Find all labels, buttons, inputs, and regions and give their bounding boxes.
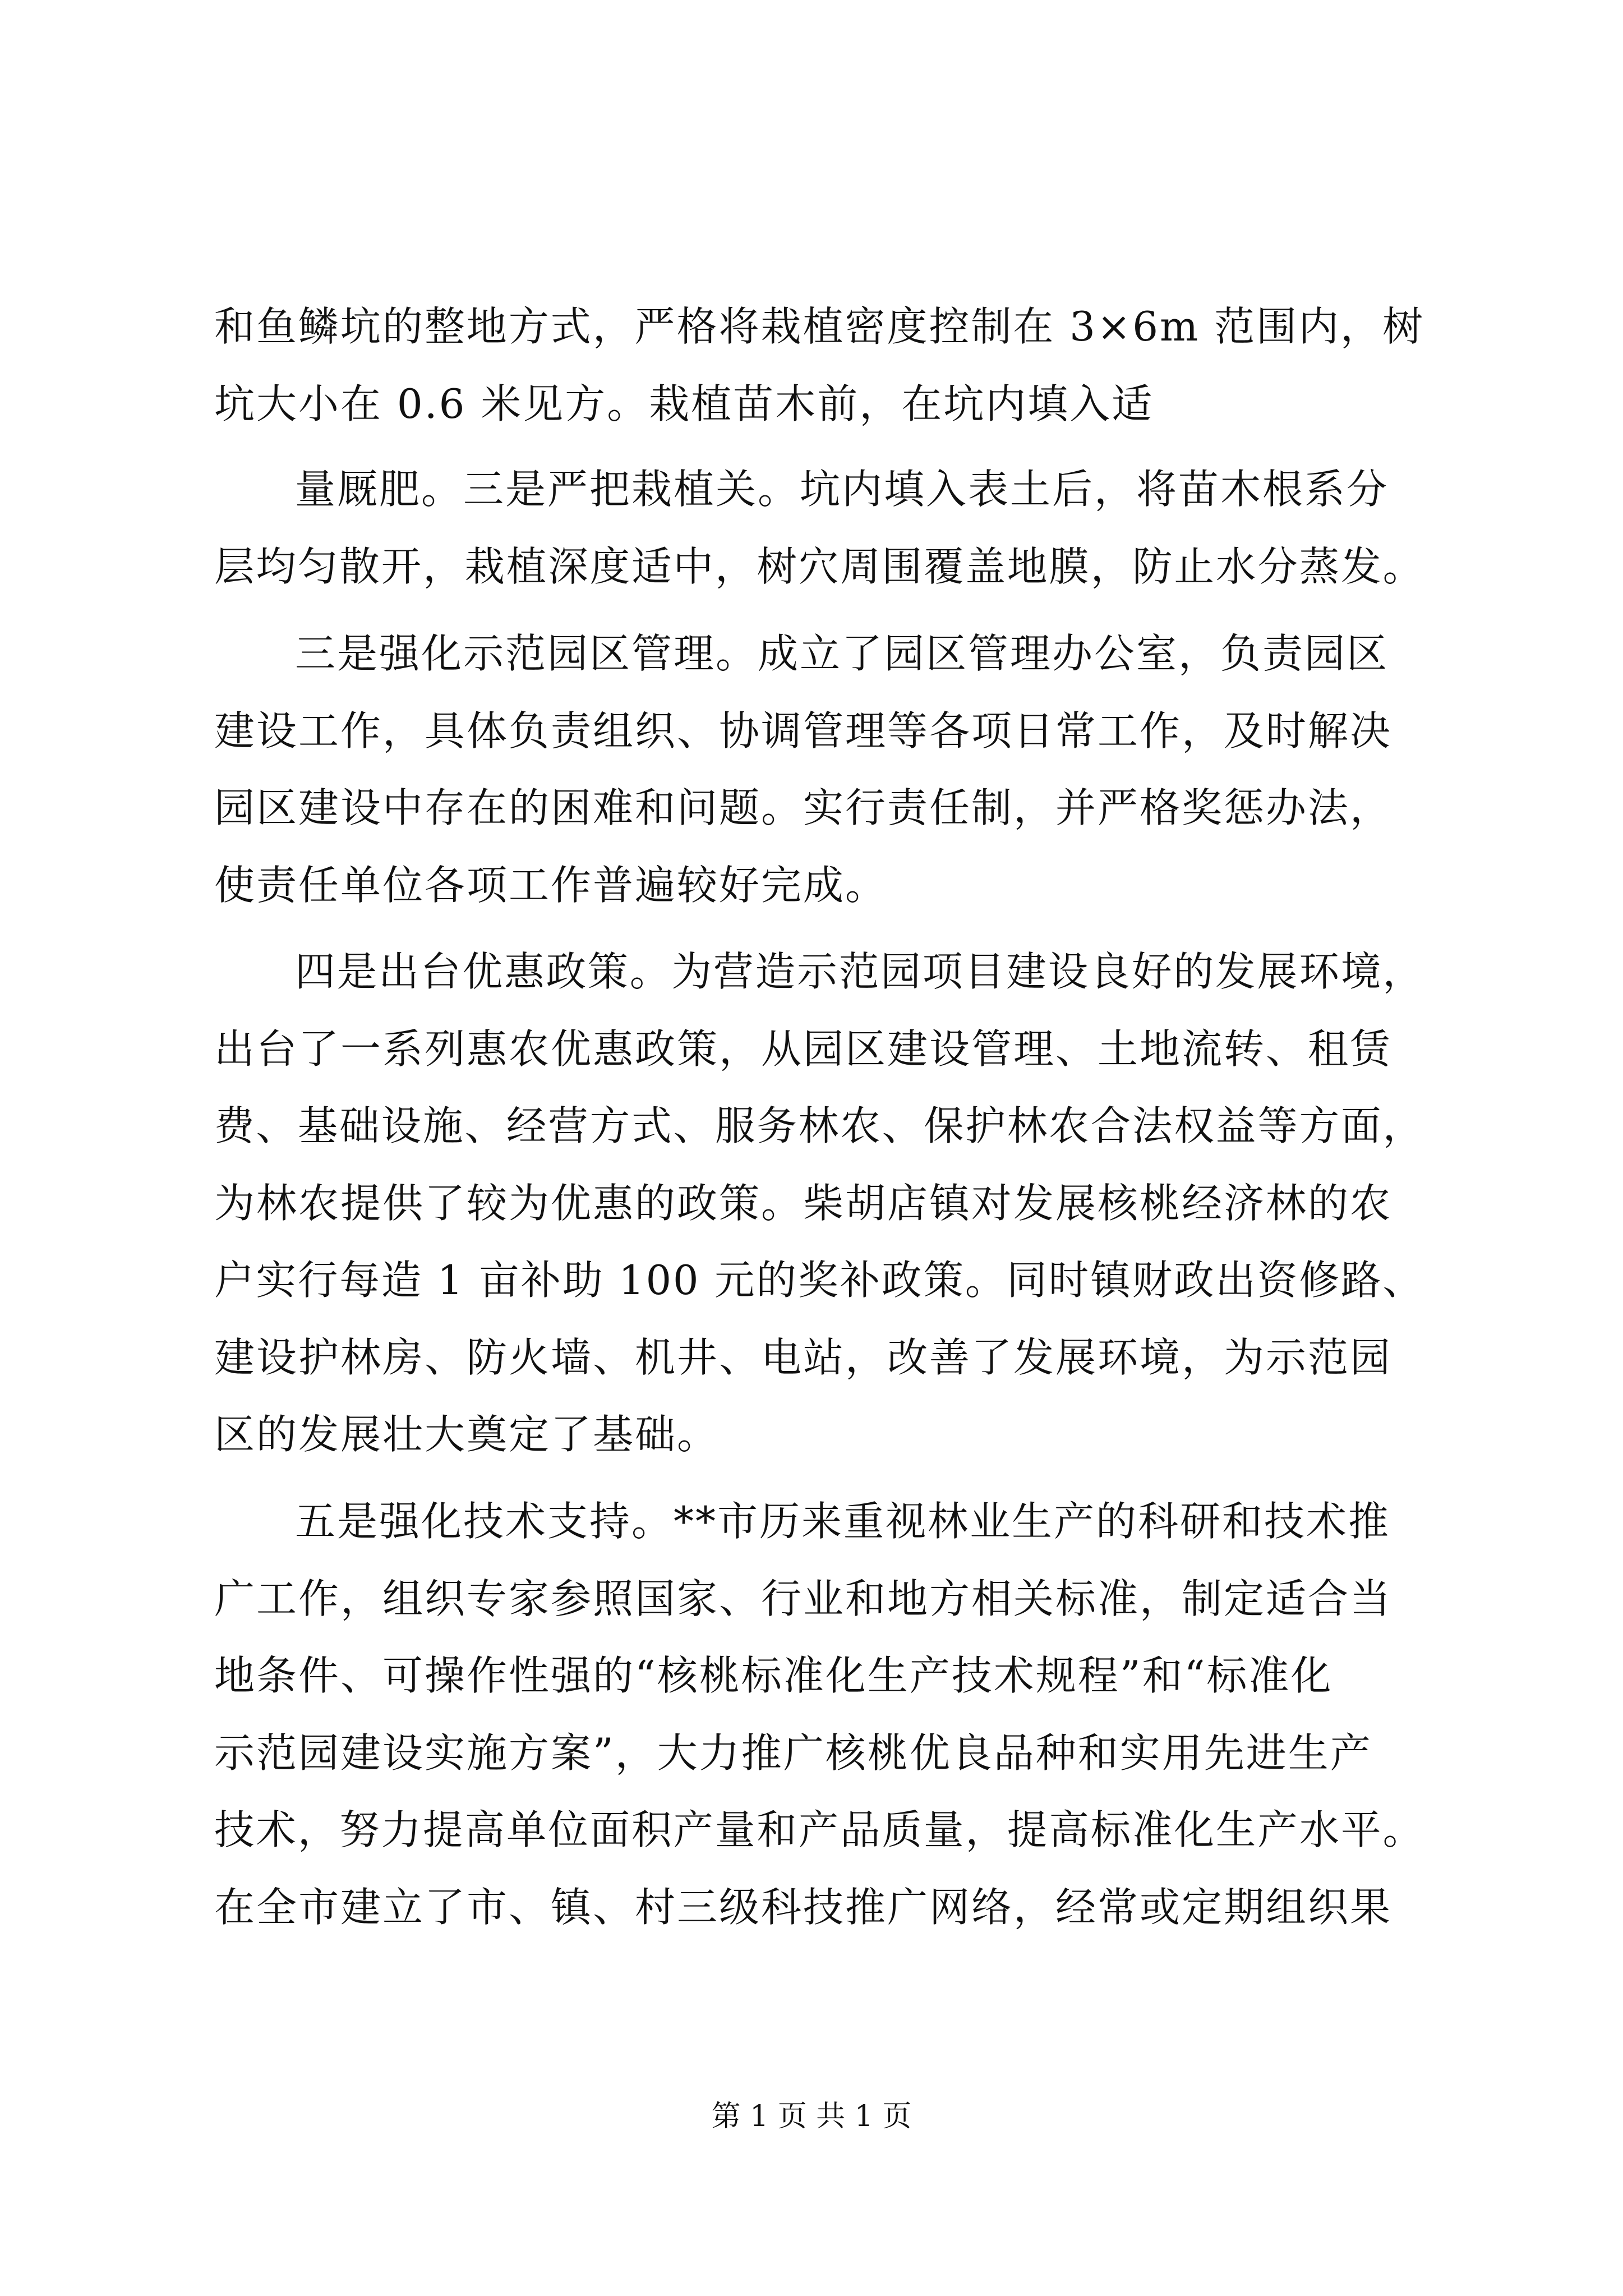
text-line: 户实行每造 1 亩补助 100 元的奖补政策。同时镇财政出资修路、: [214, 1257, 1424, 1304]
text-line: 层均匀散开，栽植深度适中，树穴周围覆盖地膜，防止水分蒸发。: [214, 543, 1425, 590]
text-line: 建设工作，具体负责组织、协调管理等各项日常工作，及时解决: [214, 707, 1393, 754]
text-line: 为林农提供了较为优惠的政策。柴胡店镇对发展核桃经济林的农: [214, 1180, 1393, 1227]
paragraph-start-line: 四是出台优惠政策。为营造示范园项目建设良好的发展环境，: [295, 948, 1425, 995]
paragraph-start-line: 量厩肥。三是严把栽植关。坑内填入表土后，将苗木根系分: [295, 466, 1389, 513]
text-line: 示范园建设实施方案”，大力推广核桃优良品种和实用先进生产: [214, 1729, 1372, 1777]
text-line: 广工作，组织专家参照国家、行业和地方相关标准，制定适合当: [214, 1575, 1393, 1622]
text-line: 坑大小在 0.6 米见方。栽植苗木前，在坑内填入适: [214, 380, 1154, 427]
text-line: 地条件、可操作性强的“核桃标准化生产技术规程”和“标准化: [214, 1652, 1333, 1699]
text-line: 使责任单位各项工作普遍较好完成。: [214, 862, 888, 909]
text-line: 在全市建立了市、镇、村三级科技推广网络，经常或定期组织果: [214, 1884, 1393, 1931]
page-footer: 第 1 页 共 1 页: [711, 2100, 912, 2133]
text-line: 出台了一系列惠农优惠政策，从园区建设管理、土地流转、租赁: [214, 1025, 1393, 1073]
text-line: 区的发展壮大奠定了基础。: [214, 1411, 720, 1458]
text-line: 和鱼鳞坑的整地方式，严格将栽植密度控制在 3×6m 范围内，树: [214, 303, 1424, 350]
text-line: 园区建设中存在的困难和问题。实行责任制，并严格奖惩办法，: [214, 784, 1393, 831]
text-line: 费、基础设施、经营方式、服务林农、保护林农合法权益等方面，: [214, 1102, 1425, 1149]
paragraph-start-line: 五是强化技术支持。**市历来重视林业生产的科研和技术推: [295, 1498, 1391, 1545]
paragraph-start-line: 三是强化示范园区管理。成立了园区管理办公室，负责园区: [295, 630, 1389, 677]
text-line: 技术，努力提高单位面积产量和产品质量，提高标准化生产水平。: [214, 1806, 1425, 1853]
text-line: 建设护林房、防火墙、机井、电站，改善了发展环境，为示范园: [214, 1334, 1393, 1381]
